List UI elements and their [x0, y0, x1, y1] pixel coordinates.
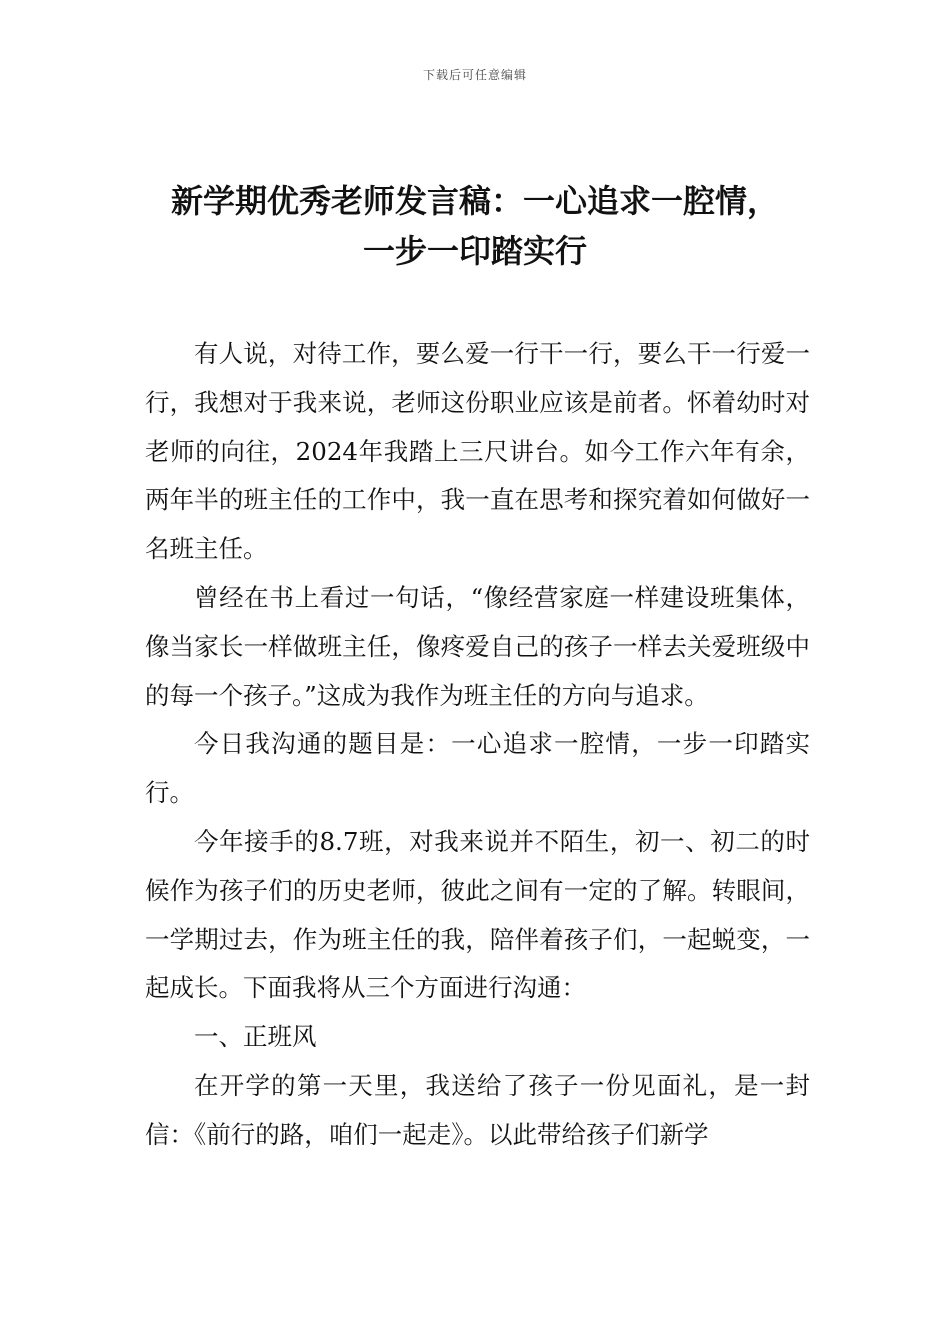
document-body [145, 330, 810, 1160]
document-title [120, 176, 830, 276]
header-note: 下载后可任意编辑 [422, 68, 527, 82]
paragraph-4: 今年接手的8.7班，对我来说并不陌生，初一、初二的时候作为孩子们的历史老师，彼此之间有一定的了解。转眼间，一学期过去，作为班主任的我，陪伴着孩子们，一起蜕变，一起成长。下面我将从三个方面进行沟通： [145, 826, 810, 1003]
paragraph-2: 曾经在书上看过一句话，“像经营家庭一样建设班集体，像当家长一样做班主任，像疼爱自己的孩子一样去关爱班级中的每一个孩子。”这成为我作为班主任的方向与追求。 [145, 582, 810, 710]
paragraph-5: 在开学的第一天里，我送给了孩子一份见面礼，是一封信：《前行的路，咱们一起走》。以此带给孩子们新学 [145, 1070, 810, 1149]
paragraph-1: 有人说，对待工作，要么爱一行干一行，要么干一行爱一行，我想对于我来说，老师这份职业应该是前者。怀着幼时对老师的向往，2024年我踏上三尺讲台。如今工作六年有余，两年半的班主任的工作中，我一直在思考和探究着如何做好一名班主任。 [145, 339, 810, 564]
title-line-2: 一步一印踏实行 [362, 232, 587, 270]
paragraph-3: 今日我沟通的题目是：一心追求一腔情，一步一印踏实行。 [145, 729, 810, 808]
section-heading: 一、正班风 [194, 1022, 317, 1052]
title-line-1: 新学期优秀老师发言稿：一心追求一腔情， [170, 182, 779, 220]
